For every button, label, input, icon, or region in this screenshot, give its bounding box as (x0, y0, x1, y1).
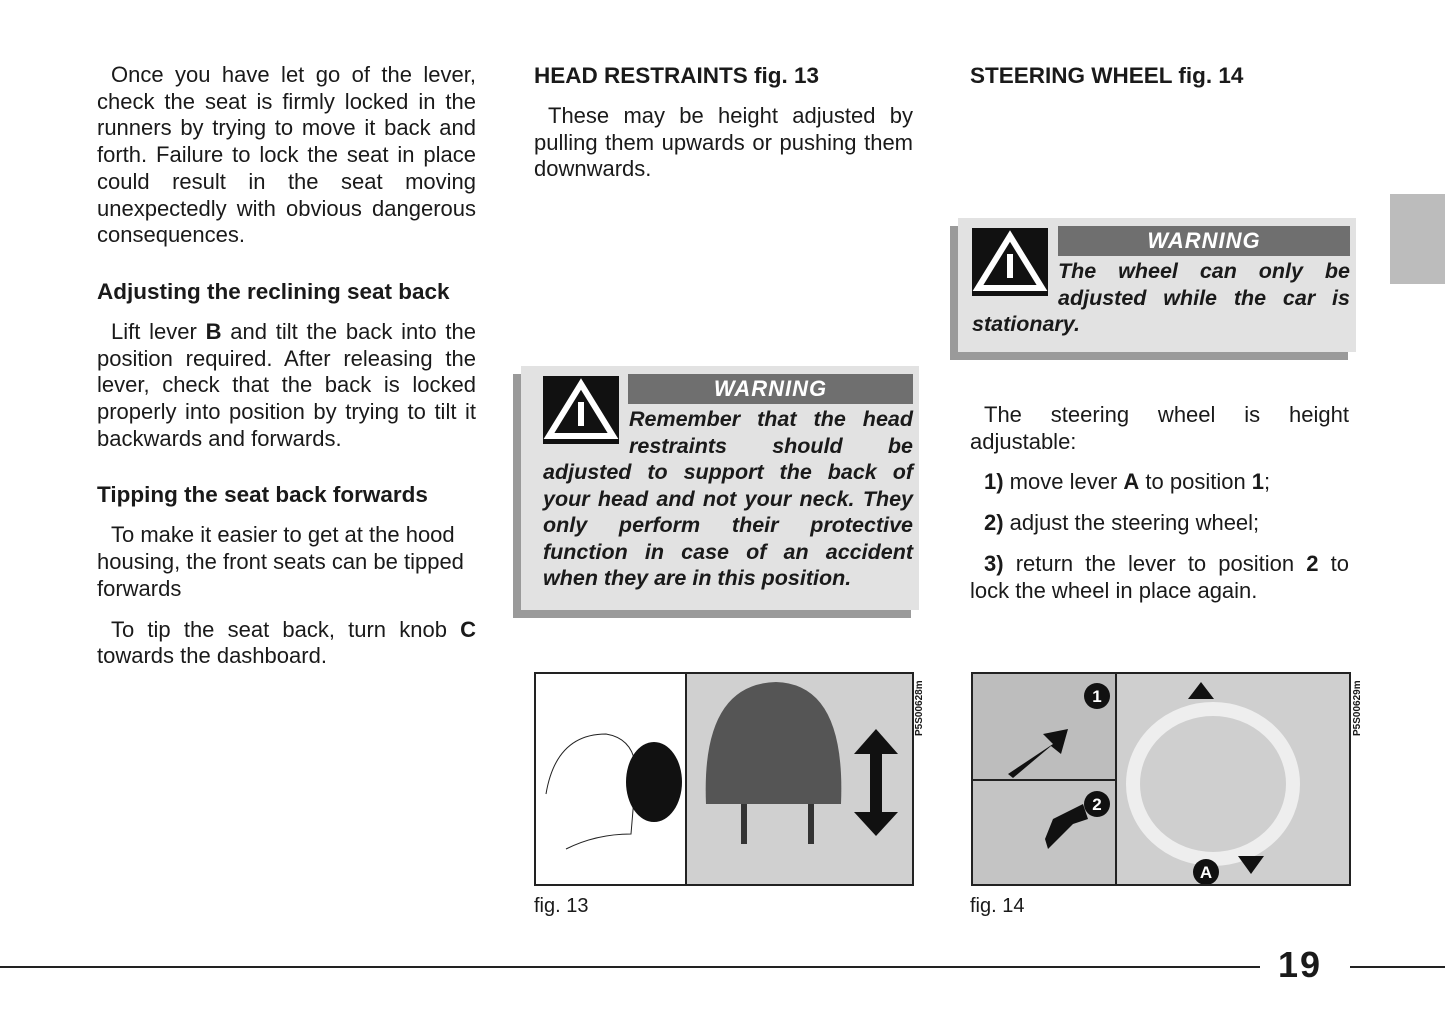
page-number: 19 (1278, 944, 1323, 985)
figure-caption: fig. 14 (970, 895, 1025, 917)
figure-14 (971, 672, 1351, 886)
paragraph: Once you have let go of the lever, check the seat is firmly locked in the runners by trying to move it back and forth. Failure to lock the seat in place could result in the seat moving unexpectedly with obvious dangerous consequences. (97, 62, 476, 248)
steering-wheel-illustration (973, 674, 1349, 884)
figure-code: P5S00628m (914, 680, 925, 736)
paragraph: To make it easier to get at the hood housing, the front seats can be tipped forwards (97, 522, 464, 601)
warning-text: Remember that the head restraints should be adjusted to support the back of your head and not your neck. They only perform their protective function in case of an accident when they are in this position. (543, 407, 913, 590)
figure-13 (534, 672, 914, 886)
paragraph: These may be height adjusted by pulling them upwards or pushing them downwards. (534, 103, 913, 182)
figure-caption: fig. 13 (534, 895, 589, 917)
heading-reclining: Adjusting the reclining seat back (97, 278, 450, 304)
paragraph: To tip the seat back, turn knob C towards the dashboard. (97, 616, 476, 669)
figure-code: P5S00629m (1352, 680, 1363, 736)
label-1: 1 (1092, 687, 1102, 706)
column-right (970, 62, 1349, 89)
footer-rule (1350, 966, 1445, 968)
column-middle (534, 62, 913, 183)
footer-rule (0, 966, 1260, 968)
column-left (97, 62, 476, 670)
steering-instructions (970, 402, 1349, 604)
label-2: 2 (1092, 795, 1102, 814)
label-a: A (1199, 863, 1213, 882)
paragraph: Lift lever B and tilt the back into the position required. After releasing the lever, check that the back is locked properly into position by trying to tilt it backwards and forwards. (97, 318, 476, 451)
warning-text: The wheel can only be adjusted while the car is stationary. (972, 259, 1350, 336)
step-3: 3) return the lever to position 2 to lock the wheel in place again. (970, 550, 1349, 603)
head-restraint-illustration (536, 674, 912, 884)
warning-box-steering (958, 218, 1356, 352)
step-1: 1) move lever A to position 1; (984, 469, 1271, 495)
section-tab (1390, 194, 1445, 284)
heading-head-restraints: HEAD RESTRAINTS fig. 13 (534, 63, 820, 88)
warning-title: WARNING (1058, 226, 1350, 256)
paragraph: The steering wheel is height adjustable: (970, 402, 1349, 454)
heading-tipping: Tipping the seat back forwards (97, 482, 428, 508)
heading-steering-wheel: STEERING WHEEL fig. 14 (970, 63, 1244, 88)
warning-box-head-restraints (521, 366, 919, 610)
warning-title: WARNING (628, 374, 913, 404)
step-2: 2) adjust the steering wheel; (984, 510, 1260, 536)
